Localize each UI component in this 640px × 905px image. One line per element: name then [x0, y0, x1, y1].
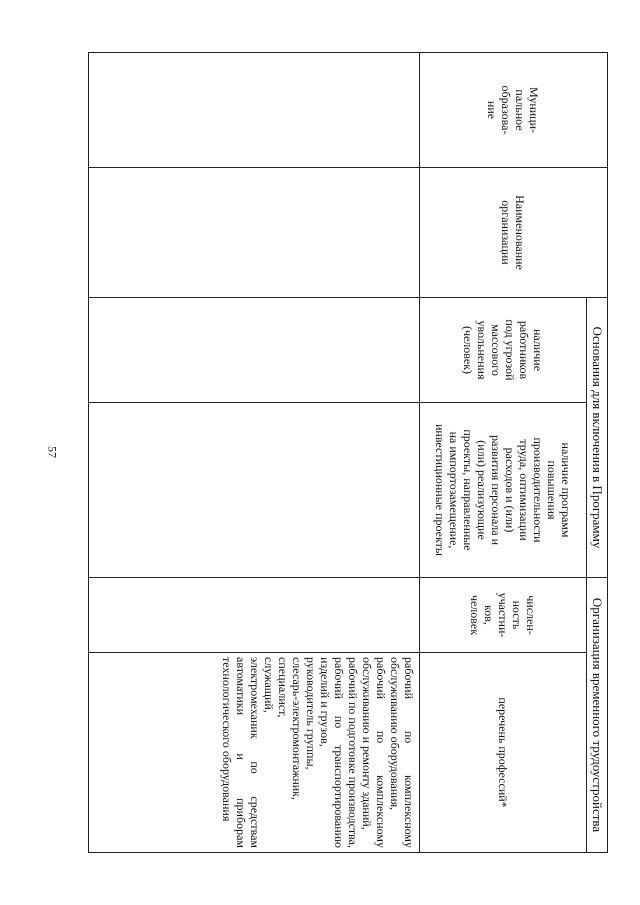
header-organization: Наименование организации	[420, 168, 608, 298]
cell-organization	[89, 168, 420, 298]
header-temp-employment-group: Организация временного трудоустройства	[587, 578, 608, 853]
profession-item: служащий,	[262, 657, 276, 713]
header-programs: наличие программ повышения производительности труда, оптимизации расходов и (или) развития персонала и (или) реализующие проекты, направленные на импортозамещение, инвестиционные проекты	[420, 403, 587, 578]
cell-participants	[89, 578, 420, 653]
header-municipality: Муници- пальное образова- ние	[420, 53, 608, 168]
header-workers-threat: наличие работников под угрозой массового увольнения (человек)	[420, 298, 587, 403]
cell-professions	[89, 653, 420, 853]
profession-item: электромеханик по средствам автоматики и приборам технологического оборудования	[220, 657, 262, 849]
profession-item: рабочий по подготовке производства,	[346, 657, 360, 849]
cell-programs	[89, 403, 420, 578]
profession-item: специалист,	[276, 657, 290, 718]
header-participants: числен- ность участни- ков, человек	[420, 578, 587, 653]
profession-item: рабочий по комплексному обслуживанию оборудования,	[388, 657, 416, 849]
program-table	[88, 52, 608, 853]
profession-item: слесарь-электромонтажник,	[290, 657, 304, 800]
table-row	[89, 53, 420, 853]
header-grounds-group: Основания для включения в Программу	[587, 298, 608, 578]
page-number: 57	[45, 446, 60, 458]
profession-item: рабочий по транспортированию изделий и грузов,	[318, 657, 346, 849]
cell-workers-threat	[89, 298, 420, 403]
header-professions: перечень профессий*	[420, 653, 587, 853]
rotated-page	[88, 52, 608, 852]
profession-item: рабочий по комплексному обслуживанию и ремонту зданий,	[360, 657, 388, 849]
cell-municipality	[89, 53, 420, 168]
profession-item: руководитель группы,	[304, 657, 318, 770]
